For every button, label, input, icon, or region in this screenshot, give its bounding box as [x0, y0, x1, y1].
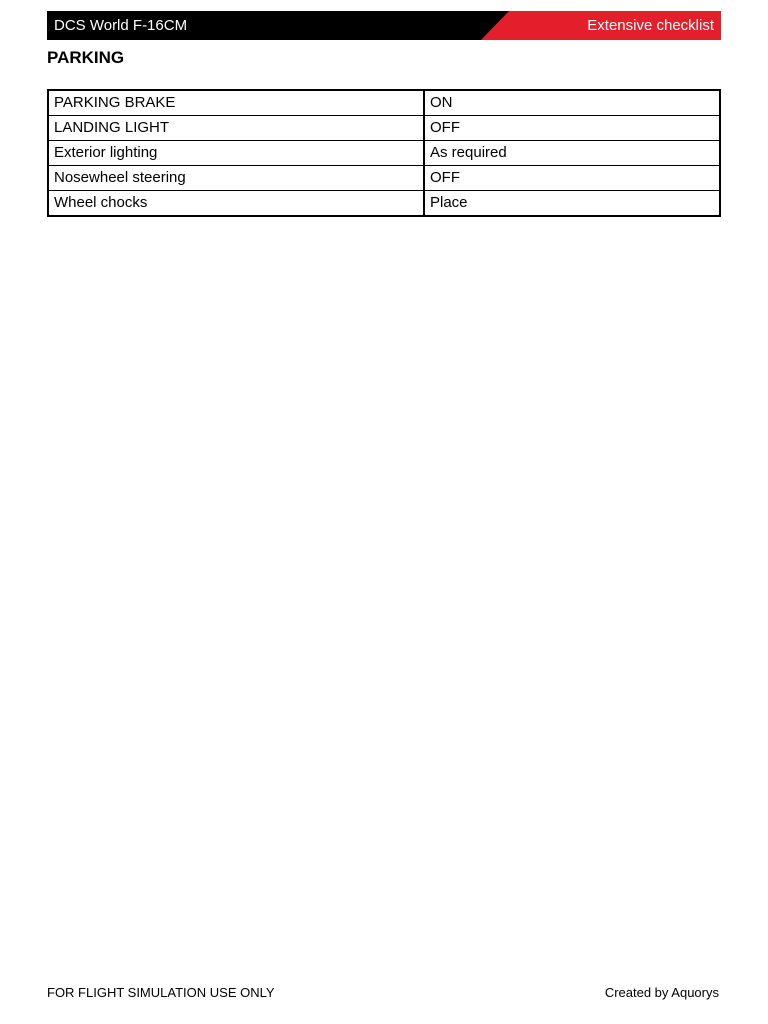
checklist-action: Place — [424, 191, 720, 217]
footer-disclaimer: FOR FLIGHT SIMULATION USE ONLY — [47, 985, 275, 1000]
checklist-action: OFF — [424, 166, 720, 191]
checklist-row — [48, 90, 720, 116]
checklist-row — [48, 141, 720, 166]
checklist-row — [48, 166, 720, 191]
footer-credit: Created by Aquorys — [604, 985, 719, 1000]
section-title: PARKING — [47, 48, 125, 67]
checklist-row — [48, 116, 720, 141]
checklist-item: Exterior lighting — [48, 141, 424, 166]
checklist-item: Wheel chocks — [48, 191, 424, 217]
document-title: DCS World F-16CM — [54, 17, 188, 34]
checklist-action: As required — [424, 141, 720, 166]
document-subtitle: Extensive checklist — [587, 17, 714, 34]
checklist-row — [48, 191, 720, 217]
checklist-action: OFF — [424, 116, 720, 141]
checklist-item: LANDING LIGHT — [48, 116, 424, 141]
checklist-table — [47, 89, 721, 217]
checklist-item: Nosewheel steering — [48, 166, 424, 191]
header-bar — [47, 11, 721, 40]
checklist-action: ON — [424, 90, 720, 116]
checklist-item: PARKING BRAKE — [48, 90, 424, 116]
